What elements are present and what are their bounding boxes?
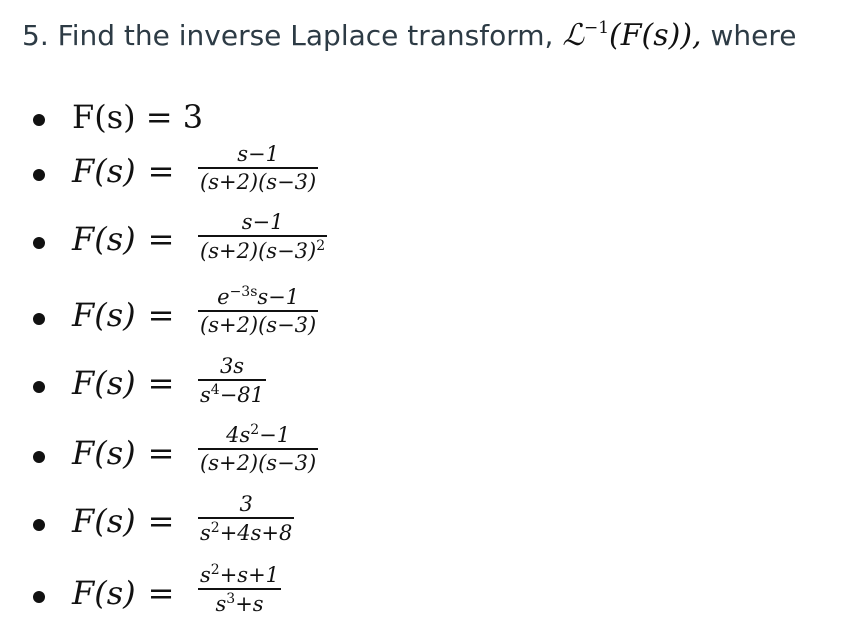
question-number: 5. <box>22 19 49 52</box>
fraction <box>198 562 281 616</box>
numerator: 3s <box>219 354 245 378</box>
bullet-icon <box>33 451 45 463</box>
numerator: $4s^2-1$ <box>226 422 291 447</box>
fraction <box>198 422 318 475</box>
list-item <box>0 140 760 200</box>
function-lhs: F(s) = <box>72 502 175 540</box>
question-suffix: where <box>710 19 797 52</box>
bullet-icon <box>33 591 45 603</box>
denominator: $(s+2)(s-3)^2$ <box>200 238 326 263</box>
function-lhs: F(s) = <box>72 434 175 472</box>
laplace-inverse-exponent: −1 <box>583 18 610 38</box>
fraction <box>198 210 327 263</box>
fraction <box>198 492 294 545</box>
list-item <box>0 208 760 268</box>
numerator: $s^2+s+1$ <box>200 562 280 587</box>
function-lhs: F(s) = <box>72 574 175 612</box>
function-lhs: F(s) = <box>72 296 175 334</box>
numerator: s−1 <box>241 210 284 234</box>
denominator: (s+2)(s−3) <box>200 313 317 337</box>
laplace-operator: ℒ <box>562 18 584 53</box>
list-item <box>0 422 760 482</box>
list-item <box>0 490 760 550</box>
list-item <box>0 352 760 412</box>
function-definition: F(s) = 3 <box>72 98 204 136</box>
denominator: (s+2)(s−3) <box>200 170 317 194</box>
numerator: 3 <box>239 492 253 516</box>
bullet-icon <box>33 381 45 393</box>
bullet-icon <box>33 114 45 126</box>
list-item <box>0 562 760 622</box>
denominator: $s^4-81$ <box>200 382 265 407</box>
fraction <box>198 142 318 194</box>
list-item <box>0 284 760 344</box>
bullet-icon <box>33 169 45 181</box>
bullet-icon <box>33 237 45 249</box>
question-heading <box>22 18 797 53</box>
bullet-icon <box>33 519 45 531</box>
question-text: Find the inverse Laplace transform, <box>57 19 554 52</box>
denominator: $s^2+4s+8$ <box>200 520 293 545</box>
function-lhs: F(s) = <box>72 152 175 190</box>
numerator: $e^{-3s}s-1$ <box>217 284 300 309</box>
laplace-argument: (F(s)), <box>609 18 702 53</box>
bullet-icon <box>33 313 45 325</box>
fraction <box>198 354 266 407</box>
fraction <box>198 284 318 337</box>
numerator: s−1 <box>237 142 279 166</box>
denominator: (s+2)(s−3) <box>200 451 317 475</box>
function-lhs: F(s) = <box>72 220 175 258</box>
function-lhs: F(s) = <box>72 364 175 402</box>
denominator: $s^3+s$ <box>215 591 264 616</box>
